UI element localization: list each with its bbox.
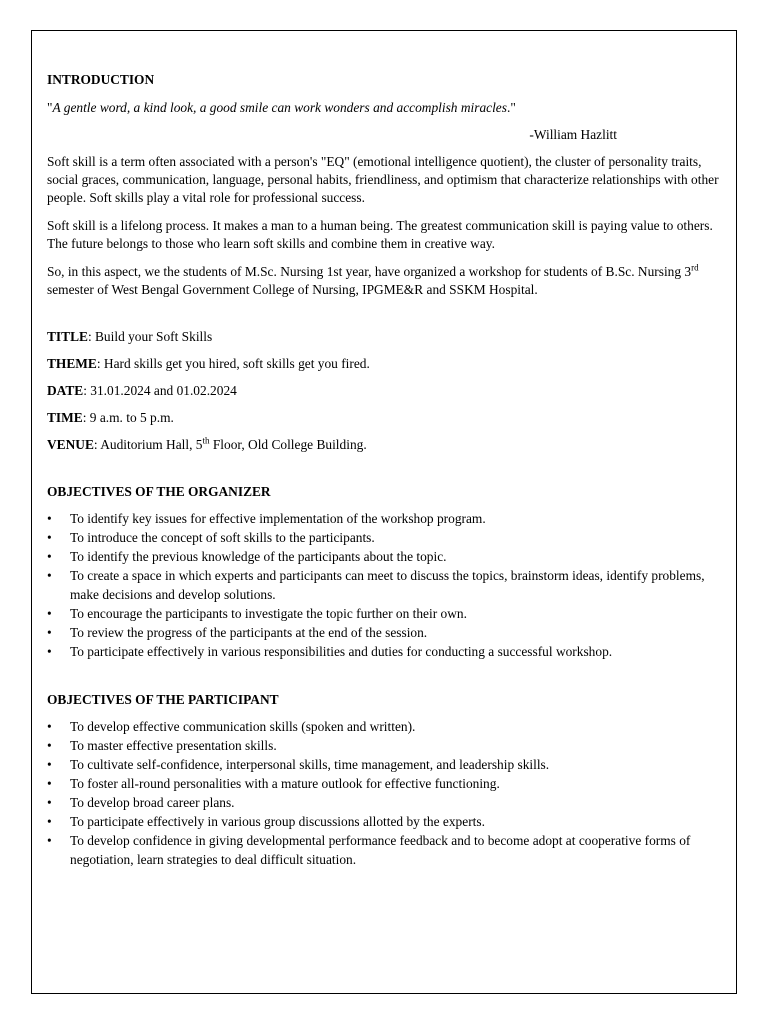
venue-label: VENUE: [47, 437, 94, 452]
document-content: [47, 71, 719, 870]
venue-sup: th: [202, 435, 210, 446]
venue-after: Floor, Old College Building.: [209, 437, 367, 452]
quote-author: -William Hazlitt: [529, 127, 617, 142]
list-item: • To identify key issues for effective implementation of the workshop program.: [47, 510, 719, 529]
list-item: • To introduce the concept of soft skills to the participants.: [47, 529, 719, 548]
para3-after: semester of West Bengal Government College of Nursing, IPGME&R and SSKM Hospital.: [47, 282, 538, 297]
title-value: : Build your Soft Skills: [87, 329, 213, 344]
list-item: • To participate effectively in various group discussions allotted by the experts.: [47, 813, 719, 832]
time-value: : 9 a.m. to 5 p.m.: [82, 410, 174, 425]
theme-value: : Hard skills get you hired, soft skills get you fired.: [96, 356, 370, 371]
document-page: [31, 30, 737, 994]
intro-paragraph-3: [47, 263, 719, 299]
venue-before: : Auditorium Hall, 5: [93, 437, 203, 452]
time-line: [47, 409, 719, 427]
participant-list: [47, 718, 719, 870]
para3-sup: rd: [691, 262, 699, 273]
list-item: • To develop broad career plans.: [47, 794, 719, 813]
intro-paragraph-1: Soft skill is a term often associated with a person's "EQ" (emotional intelligence quotient), the cluster of personality traits, social graces, communication, language, personal habits, friendliness, and optimism that characterize relationships with other people. Soft skills play a vital role for professional success.: [47, 154, 719, 205]
theme-line: [47, 355, 719, 373]
time-label: TIME: [47, 410, 83, 425]
list-item: • To create a space in which experts and participants can meet to discuss the topics, brainstorm ideas, identify problems, make decisions and develop solutions.: [47, 567, 719, 604]
introduction-heading: INTRODUCTION: [47, 72, 155, 87]
date-label: DATE: [47, 383, 84, 398]
list-item: • To review the progress of the participants at the end of the session.: [47, 624, 719, 643]
title-label: TITLE: [47, 329, 88, 344]
list-item: • To develop confidence in giving developmental performance feedback and to become adopt at cooperative forms of negotiation, learn strategies to deal difficult situation.: [47, 832, 719, 869]
title-line: [47, 328, 719, 346]
list-item: • To participate effectively in various responsibilities and duties for conducting a successful workshop.: [47, 643, 719, 662]
list-item: • To master effective presentation skills.: [47, 737, 719, 756]
para3-before: So, in this aspect, we the students of M.Sc. Nursing 1st year, have organized a workshop for students of B.Sc. Nursing 3: [47, 264, 692, 279]
date-line: [47, 382, 719, 400]
participant-heading: OBJECTIVES OF THE PARTICIPANT: [47, 691, 279, 707]
venue-line: [47, 436, 719, 454]
intro-paragraph-2: Soft skill is a lifelong process. It makes a man to a human being. The greatest communication skill is paying value to others. The future belongs to those who learn soft skills and combine them in creative way.: [47, 218, 713, 251]
organizer-list: [47, 510, 719, 662]
list-item: • To identify the previous knowledge of the participants about the topic.: [47, 548, 719, 567]
quote: "A gentle word, a kind look, a good smile can work wonders and accomplish miracles.": [47, 100, 516, 115]
quote-text: A gentle word, a kind look, a good smile can work wonders and accomplish miracles: [52, 100, 507, 115]
list-item: • To cultivate self-confidence, interpersonal skills, time management, and leadership skills.: [47, 756, 719, 775]
list-item: • To develop effective communication skills (spoken and written).: [47, 718, 719, 737]
list-item: • To foster all-round personalities with a mature outlook for effective functioning.: [47, 775, 719, 794]
date-value: : 31.01.2024 and 01.02.2024: [83, 383, 237, 398]
theme-label: THEME: [47, 356, 97, 371]
list-item: • To encourage the participants to investigate the topic further on their own.: [47, 605, 719, 624]
organizer-heading: OBJECTIVES OF THE ORGANIZER: [47, 484, 271, 499]
